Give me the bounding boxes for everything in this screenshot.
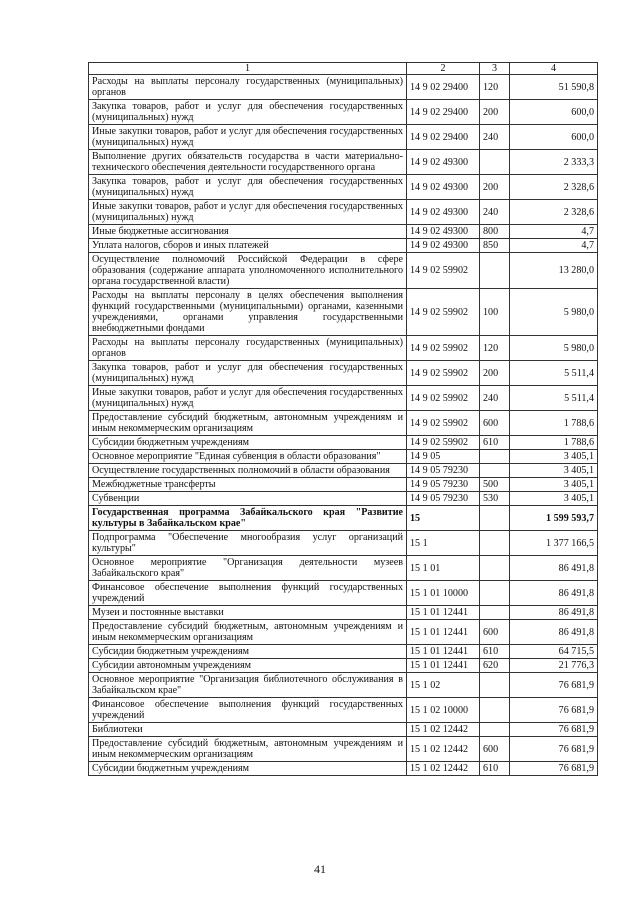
row-amount: 3 405,1 bbox=[510, 450, 598, 464]
row-expense-type bbox=[480, 606, 510, 620]
row-amount: 5 511,4 bbox=[510, 361, 598, 386]
row-amount: 2 328,6 bbox=[510, 175, 598, 200]
column-header-4: 4 bbox=[510, 63, 598, 75]
row-amount: 21 776,3 bbox=[510, 659, 598, 673]
row-name: Закупка товаров, работ и услуг для обеспечения государственных (муниципальных) нужд bbox=[89, 175, 407, 200]
row-expense-type: 610 bbox=[480, 762, 510, 776]
table-row bbox=[89, 556, 598, 581]
row-amount: 13 280,0 bbox=[510, 253, 598, 289]
table-row bbox=[89, 100, 598, 125]
row-name: Уплата налогов, сборов и иных платежей bbox=[89, 239, 407, 253]
row-expense-type: 600 bbox=[480, 737, 510, 762]
row-expense-type bbox=[480, 150, 510, 175]
row-name: Предоставление субсидий бюджетным, автономным учреждениям и иным некоммерческим организациям bbox=[89, 737, 407, 762]
row-target-code: 14 9 02 49300 bbox=[407, 175, 480, 200]
column-header-2: 2 bbox=[407, 63, 480, 75]
row-name: Библиотеки bbox=[89, 723, 407, 737]
row-target-code: 15 1 bbox=[407, 531, 480, 556]
table-row bbox=[89, 762, 598, 776]
table-row bbox=[89, 436, 598, 450]
row-amount: 1 377 166,5 bbox=[510, 531, 598, 556]
row-amount: 5 980,0 bbox=[510, 289, 598, 336]
row-expense-type: 240 bbox=[480, 200, 510, 225]
table-row bbox=[89, 606, 598, 620]
table-row bbox=[89, 386, 598, 411]
row-name: Предоставление субсидий бюджетным, автономным учреждениям и иным некоммерческим организациям bbox=[89, 620, 407, 645]
row-amount: 3 405,1 bbox=[510, 492, 598, 506]
table-row bbox=[89, 239, 598, 253]
row-expense-type: 500 bbox=[480, 478, 510, 492]
row-target-code: 14 9 05 bbox=[407, 450, 480, 464]
row-name: Основное мероприятие "Организация библиотечного обслуживания в Забайкальском крае" bbox=[89, 673, 407, 698]
row-expense-type bbox=[480, 253, 510, 289]
row-target-code: 15 1 01 12441 bbox=[407, 645, 480, 659]
row-target-code: 14 9 05 79230 bbox=[407, 464, 480, 478]
column-header-1: 1 bbox=[89, 63, 407, 75]
row-target-code: 14 9 02 49300 bbox=[407, 239, 480, 253]
row-amount: 86 491,8 bbox=[510, 581, 598, 606]
row-target-code: 14 9 05 79230 bbox=[407, 478, 480, 492]
table-row bbox=[89, 336, 598, 361]
row-target-code: 14 9 02 59902 bbox=[407, 289, 480, 336]
table-row bbox=[89, 150, 598, 175]
row-name: Расходы на выплаты персоналу государственных (муниципальных) органов bbox=[89, 336, 407, 361]
row-target-code: 14 9 02 59902 bbox=[407, 386, 480, 411]
row-name: Государственная программа Забайкальского края "Развитие культуры в Забайкальском крае" bbox=[89, 506, 407, 531]
row-expense-type: 240 bbox=[480, 125, 510, 150]
row-amount: 2 333,3 bbox=[510, 150, 598, 175]
row-amount: 4,7 bbox=[510, 239, 598, 253]
row-target-code: 15 1 01 12441 bbox=[407, 606, 480, 620]
column-header-3: 3 bbox=[480, 63, 510, 75]
table-row bbox=[89, 200, 598, 225]
row-amount: 3 405,1 bbox=[510, 478, 598, 492]
row-expense-type: 120 bbox=[480, 75, 510, 100]
row-name: Основное мероприятие "Единая субвенция в области образования" bbox=[89, 450, 407, 464]
table-row bbox=[89, 673, 598, 698]
row-target-code: 15 1 02 12442 bbox=[407, 737, 480, 762]
row-target-code: 15 1 02 12442 bbox=[407, 723, 480, 737]
row-name: Музеи и постоянные выставки bbox=[89, 606, 407, 620]
row-target-code: 14 9 02 29400 bbox=[407, 125, 480, 150]
row-name: Подпрограмма "Обеспечение многообразия услуг организаций культуры" bbox=[89, 531, 407, 556]
table-row bbox=[89, 659, 598, 673]
row-expense-type bbox=[480, 698, 510, 723]
row-name: Осуществление государственных полномочий в области образования bbox=[89, 464, 407, 478]
row-amount: 76 681,9 bbox=[510, 673, 598, 698]
page-number: 41 bbox=[314, 862, 326, 876]
row-expense-type: 800 bbox=[480, 225, 510, 239]
budget-table bbox=[88, 62, 598, 776]
row-target-code: 14 9 02 49300 bbox=[407, 200, 480, 225]
table-row bbox=[89, 411, 598, 436]
row-target-code: 14 9 02 59902 bbox=[407, 361, 480, 386]
table-row bbox=[89, 450, 598, 464]
row-target-code: 15 1 02 12442 bbox=[407, 762, 480, 776]
row-name: Закупка товаров, работ и услуг для обеспечения государственных (муниципальных) нужд bbox=[89, 100, 407, 125]
table-row bbox=[89, 464, 598, 478]
row-expense-type bbox=[480, 673, 510, 698]
row-expense-type bbox=[480, 723, 510, 737]
row-name: Закупка товаров, работ и услуг для обеспечения государственных (муниципальных) нужд bbox=[89, 361, 407, 386]
row-amount: 86 491,8 bbox=[510, 620, 598, 645]
row-name: Субсидии бюджетным учреждениям bbox=[89, 436, 407, 450]
row-target-code: 14 9 02 59902 bbox=[407, 411, 480, 436]
row-target-code: 14 9 02 29400 bbox=[407, 100, 480, 125]
row-expense-type bbox=[480, 464, 510, 478]
row-target-code: 14 9 02 59902 bbox=[407, 253, 480, 289]
row-amount: 76 681,9 bbox=[510, 698, 598, 723]
row-expense-type bbox=[480, 506, 510, 531]
table-row bbox=[89, 698, 598, 723]
row-amount: 5 511,4 bbox=[510, 386, 598, 411]
row-target-code: 15 1 01 12441 bbox=[407, 659, 480, 673]
row-expense-type: 600 bbox=[480, 620, 510, 645]
row-target-code: 14 9 05 79230 bbox=[407, 492, 480, 506]
row-target-code: 14 9 02 59902 bbox=[407, 336, 480, 361]
table-row bbox=[89, 737, 598, 762]
row-name: Осуществление полномочий Российской Федерации в сфере образования (содержание аппарата уполномоченного исполнительного органа государственной власти) bbox=[89, 253, 407, 289]
row-target-code: 15 bbox=[407, 506, 480, 531]
row-name: Расходы на выплаты персоналу в целях обеспечения выполнения функций государственными (муниципальными) органами, казенными учреждениями, органами управления государственными внебюджетными фондами bbox=[89, 289, 407, 336]
table-row bbox=[89, 289, 598, 336]
row-name: Иные закупки товаров, работ и услуг для обеспечения государственных (муниципальных) нужд bbox=[89, 200, 407, 225]
row-amount: 3 405,1 bbox=[510, 464, 598, 478]
row-target-code: 14 9 02 49300 bbox=[407, 150, 480, 175]
row-amount: 76 681,9 bbox=[510, 737, 598, 762]
row-amount: 76 681,9 bbox=[510, 723, 598, 737]
row-name: Финансовое обеспечение выполнения функций государственных учреждений bbox=[89, 698, 407, 723]
row-name: Субсидии бюджетным учреждениям bbox=[89, 645, 407, 659]
table-row bbox=[89, 361, 598, 386]
row-name: Иные закупки товаров, работ и услуг для обеспечения государственных (муниципальных) нужд bbox=[89, 125, 407, 150]
row-amount: 1 788,6 bbox=[510, 436, 598, 450]
row-target-code: 15 1 01 10000 bbox=[407, 581, 480, 606]
row-expense-type: 850 bbox=[480, 239, 510, 253]
row-amount: 5 980,0 bbox=[510, 336, 598, 361]
table-row bbox=[89, 531, 598, 556]
row-target-code: 15 1 02 10000 bbox=[407, 698, 480, 723]
row-amount: 51 590,8 bbox=[510, 75, 598, 100]
row-expense-type: 200 bbox=[480, 361, 510, 386]
row-target-code: 15 1 02 bbox=[407, 673, 480, 698]
row-expense-type bbox=[480, 531, 510, 556]
row-name: Иные бюджетные ассигнования bbox=[89, 225, 407, 239]
row-expense-type: 600 bbox=[480, 411, 510, 436]
row-name: Расходы на выплаты персоналу государственных (муниципальных) органов bbox=[89, 75, 407, 100]
row-expense-type: 200 bbox=[480, 175, 510, 200]
row-expense-type: 200 bbox=[480, 100, 510, 125]
row-amount: 4,7 bbox=[510, 225, 598, 239]
row-target-code: 14 9 02 59902 bbox=[407, 436, 480, 450]
row-expense-type: 100 bbox=[480, 289, 510, 336]
row-expense-type: 620 bbox=[480, 659, 510, 673]
row-target-code: 14 9 02 49300 bbox=[407, 225, 480, 239]
table-row bbox=[89, 253, 598, 289]
row-amount: 76 681,9 bbox=[510, 762, 598, 776]
row-name: Субсидии бюджетным учреждениям bbox=[89, 762, 407, 776]
row-name: Основное мероприятие "Организация деятельности музеев Забайкальского края" bbox=[89, 556, 407, 581]
row-expense-type bbox=[480, 556, 510, 581]
table-row bbox=[89, 478, 598, 492]
row-name: Межбюджетные трансферты bbox=[89, 478, 407, 492]
row-expense-type: 610 bbox=[480, 645, 510, 659]
row-amount: 1 599 593,7 bbox=[510, 506, 598, 531]
row-name: Субсидии автономным учреждениям bbox=[89, 659, 407, 673]
row-target-code: 15 1 01 bbox=[407, 556, 480, 581]
table-row bbox=[89, 492, 598, 506]
table-row bbox=[89, 506, 598, 531]
row-target-code: 14 9 02 29400 bbox=[407, 75, 480, 100]
table-row bbox=[89, 723, 598, 737]
row-target-code: 15 1 01 12441 bbox=[407, 620, 480, 645]
row-expense-type: 120 bbox=[480, 336, 510, 361]
row-amount: 600,0 bbox=[510, 100, 598, 125]
table-row bbox=[89, 75, 598, 100]
table-row bbox=[89, 581, 598, 606]
row-amount: 600,0 bbox=[510, 125, 598, 150]
budget-table-body bbox=[89, 63, 598, 776]
row-expense-type: 610 bbox=[480, 436, 510, 450]
row-name: Иные закупки товаров, работ и услуг для обеспечения государственных (муниципальных) нужд bbox=[89, 386, 407, 411]
table-row bbox=[89, 175, 598, 200]
table-row bbox=[89, 125, 598, 150]
row-expense-type: 530 bbox=[480, 492, 510, 506]
row-amount: 86 491,8 bbox=[510, 556, 598, 581]
row-expense-type bbox=[480, 581, 510, 606]
table-row bbox=[89, 645, 598, 659]
row-expense-type: 240 bbox=[480, 386, 510, 411]
row-name: Предоставление субсидий бюджетным, автономным учреждениям и иным некоммерческим организациям bbox=[89, 411, 407, 436]
table-row bbox=[89, 225, 598, 239]
row-amount: 86 491,8 bbox=[510, 606, 598, 620]
row-amount: 1 788,6 bbox=[510, 411, 598, 436]
row-amount: 64 715,5 bbox=[510, 645, 598, 659]
table-header-row bbox=[89, 63, 598, 75]
table-row bbox=[89, 620, 598, 645]
row-name: Выполнение других обязательств государства в части материально-технического обеспечения деятельности государственного органа bbox=[89, 150, 407, 175]
row-expense-type bbox=[480, 450, 510, 464]
row-amount: 2 328,6 bbox=[510, 200, 598, 225]
row-name: Финансовое обеспечение выполнения функций государственных учреждений bbox=[89, 581, 407, 606]
row-name: Субвенции bbox=[89, 492, 407, 506]
